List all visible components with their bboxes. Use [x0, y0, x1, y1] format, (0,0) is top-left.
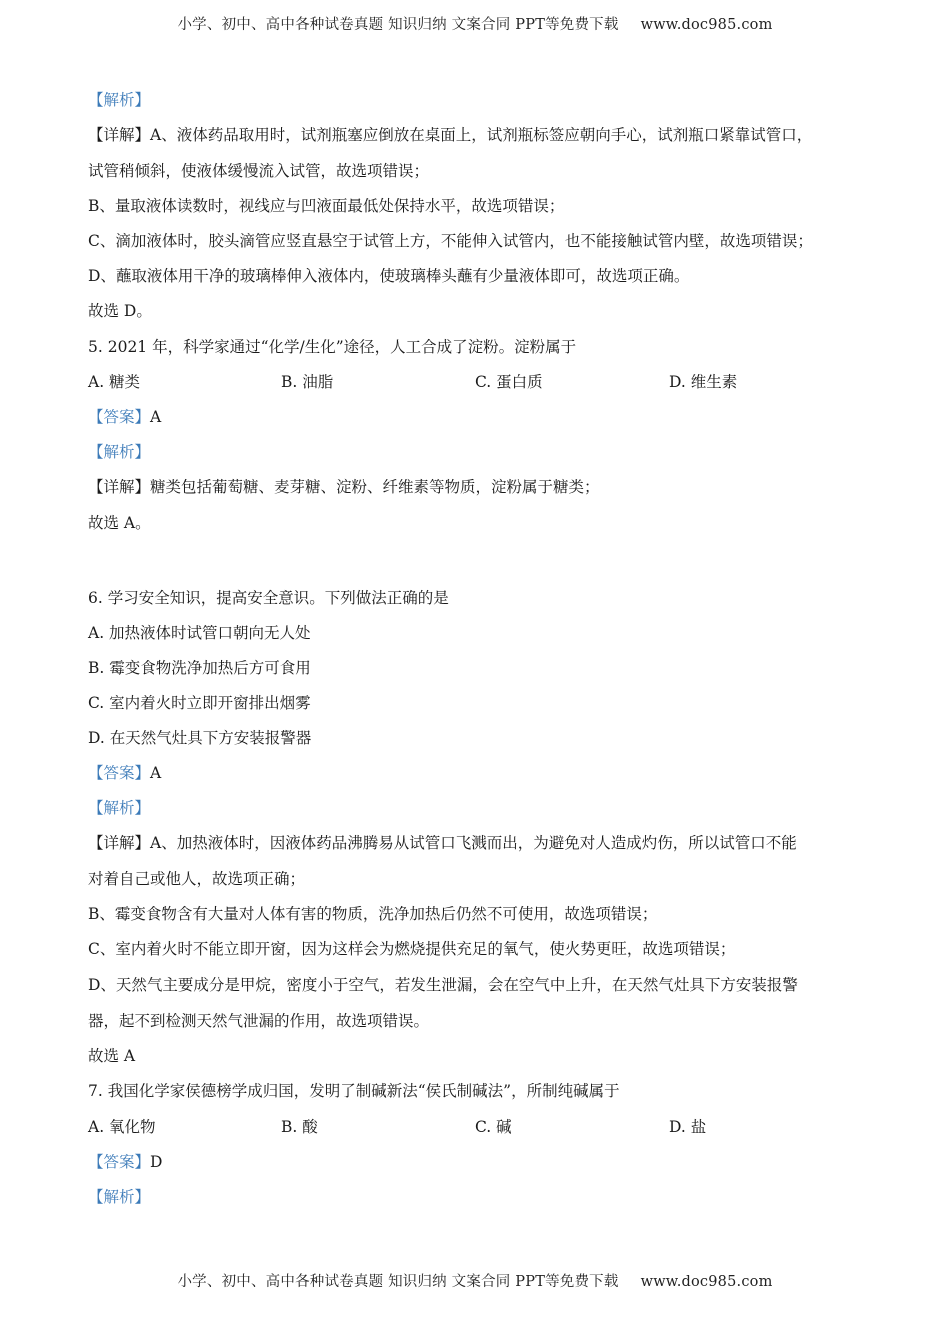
- q6-option-c: C. 室内着火时立即开窗排出烟雾: [88, 694, 311, 712]
- q5-analysis-tag: 【解析】: [88, 443, 151, 461]
- answer-tag: 【答案】: [88, 1153, 151, 1171]
- q6-detail-b: B、霉变食物含有大量对人体有害的物质，洗净加热后仍然不可使用，故选项错误；: [88, 905, 658, 923]
- q6-answer: 【答案】A: [88, 764, 162, 782]
- q4-detail-d: D、蘸取液体用干净的玻璃棒伸入液体内，使玻璃棒头蘸有少量液体即可，故选项正确。: [88, 267, 690, 285]
- detail-tag: 【详解】: [88, 126, 151, 144]
- q6-detail-d-line2: 器，起不到检测天然气泄漏的作用，故选项错误。: [88, 1012, 430, 1030]
- q5-detail: 【详解】糖类包括葡萄糖、麦芽糖、淀粉、纤维素等物质，淀粉属于糖类；: [88, 478, 600, 496]
- q4-detail-a-line1: 【详解】A、液体药品取用时，试剂瓶塞应倒放在桌面上，试剂瓶标签应朝向手心，试剂瓶口紧靠试管口，: [88, 126, 813, 144]
- detail-tag: 【详解】: [88, 834, 151, 852]
- q7-option-c: C. 碱: [475, 1118, 512, 1136]
- q4-detail-a-line2: 试管稍倾斜，使液体缓慢流入试管，故选项错误；: [88, 162, 430, 180]
- q5-stem: 5. 2021 年，科学家通过“化学/生化”途径，人工合成了淀粉。淀粉属于: [88, 338, 577, 356]
- q6-stem: 6. 学习安全知识，提高安全意识。下列做法正确的是: [88, 589, 449, 607]
- q5-option-d: D. 维生素: [669, 373, 738, 391]
- footer-text: 小学、初中、高中各种试卷真题 知识归纳 文案合同 PPT等免费下载: [177, 1274, 619, 1290]
- q7-option-a: A. 氧化物: [88, 1118, 156, 1136]
- q5-option-c: C. 蛋白质: [475, 373, 543, 391]
- q6-conclusion: 故选 A: [88, 1047, 136, 1065]
- q5-conclusion: 故选 A。: [88, 514, 151, 532]
- q6-detail-a-line2: 对着自己或他人，故选项正确；: [88, 870, 306, 888]
- q5-answer: 【答案】A: [88, 408, 162, 426]
- q4-detail-c: C、滴加液体时，胶头滴管应竖直悬空于试管上方，不能伸入试管内，也不能接触试管内壁，故选项错误；: [88, 232, 813, 250]
- q7-answer: 【答案】D: [88, 1153, 163, 1171]
- q7-option-b: B. 酸: [281, 1118, 318, 1136]
- page-header: [0, 13, 950, 34]
- q6-detail-c: C、室内着火时不能立即开窗，因为这样会为燃烧提供充足的氧气，使火势更旺，故选项错误；: [88, 940, 736, 958]
- q6-option-a: A. 加热液体时试管口朝向无人处: [88, 624, 311, 642]
- q6-option-b: B. 霉变食物洗净加热后方可食用: [88, 659, 311, 677]
- q7-stem: 7. 我国化学家侯德榜学成归国，发明了制碱新法“侯氏制碱法”，所制纯碱属于: [88, 1082, 620, 1100]
- q4-conclusion: 故选 D。: [88, 302, 152, 320]
- q4-detail-b: B、量取液体读数时，视线应与凹液面最低处保持水平，故选项错误；: [88, 197, 565, 215]
- q5-option-a: A. 糖类: [88, 373, 141, 391]
- header-url[interactable]: www.doc985.com: [640, 17, 773, 33]
- q7-analysis-tag: 【解析】: [88, 1188, 151, 1206]
- detail-tag: 【详解】: [88, 478, 151, 496]
- q5-option-b: B. 油脂: [281, 373, 334, 391]
- footer-url[interactable]: www.doc985.com: [640, 1274, 773, 1290]
- q4-analysis-tag: 【解析】: [88, 91, 151, 109]
- q6-option-d: D. 在天然气灶具下方安装报警器: [88, 729, 312, 747]
- header-text: 小学、初中、高中各种试卷真题 知识归纳 文案合同 PPT等免费下载: [177, 17, 619, 33]
- page-footer: [0, 1270, 950, 1291]
- answer-tag: 【答案】: [88, 764, 151, 782]
- q6-analysis-tag: 【解析】: [88, 799, 151, 817]
- q7-option-d: D. 盐: [669, 1118, 707, 1136]
- q6-detail-d-line1: D、天然气主要成分是甲烷，密度小于空气，若发生泄漏，会在空气中上升，在天然气灶具下方安装报警: [88, 976, 798, 994]
- q6-detail-a-line1: 【详解】A、加热液体时，因液体药品沸腾易从试管口飞溅而出，为避免对人造成灼伤，所以试管口不能: [88, 834, 797, 852]
- answer-tag: 【答案】: [88, 408, 151, 426]
